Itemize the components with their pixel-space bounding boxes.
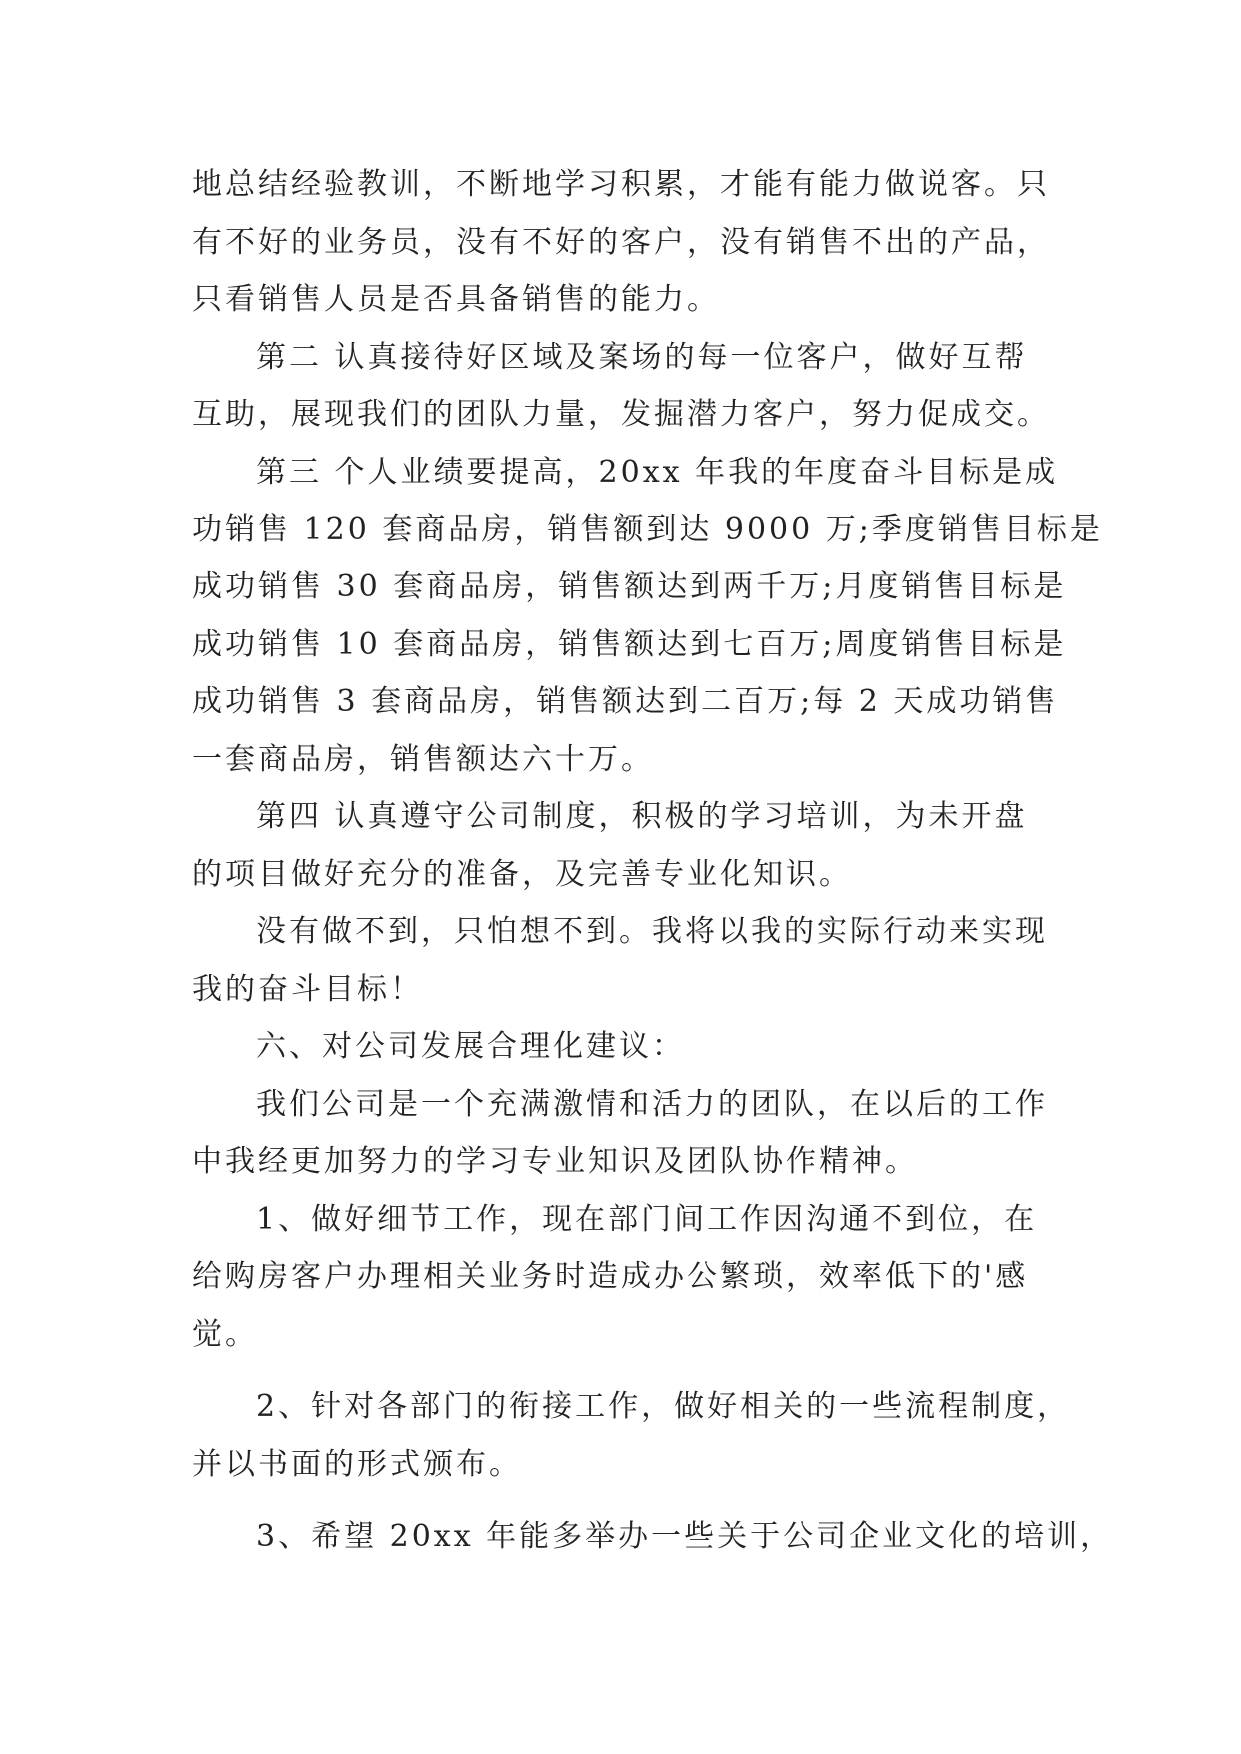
- text-line: 只看销售人员是否具备销售的能力。: [192, 282, 720, 317]
- text-line: 第四 认真遵守公司制度，积极的学习培训，为未开盘: [256, 799, 1028, 834]
- text-line: 成功销售 30 套商品房，销售额达到两千万;月度销售目标是: [192, 569, 1067, 604]
- text-line: 给购房客户办理相关业务时造成办公繁琐，效率低下的'感: [192, 1259, 1029, 1294]
- text-line: 一套商品房，销售额达六十万。: [192, 742, 654, 777]
- text-line: 第二 认真接待好区域及案场的每一位客户，做好互帮: [256, 340, 1028, 375]
- text-line: 我的奋斗目标！: [192, 972, 423, 1007]
- section-heading: 六、对公司发展合理化建议：: [256, 1029, 685, 1064]
- text-line: 成功销售 10 套商品房，销售额达到七百万;周度销售目标是: [192, 627, 1067, 662]
- text-line: 互助，展现我们的团队力量，发掘潜力客户，努力促成交。: [192, 397, 1050, 432]
- text-line: 成功销售 3 套商品房，销售额达到二百万;每 2 天成功销售: [192, 684, 1059, 719]
- text-line: 中我经更加努力的学习专业知识及团队协作精神。: [192, 1144, 918, 1179]
- text-line: 没有做不到，只怕想不到。我将以我的实际行动来实现: [256, 914, 1048, 949]
- text-line: 地总结经验教训，不断地学习积累，才能有能力做说客。只: [192, 167, 1050, 202]
- text-line: 我们公司是一个充满激情和活力的团队，在以后的工作: [256, 1087, 1048, 1122]
- text-line: 的项目做好充分的准备，及完善专业化知识。: [192, 857, 852, 892]
- text-line: 功销售 120 套商品房，销售额到达 9000 万;季度销售目标是: [192, 512, 1103, 547]
- text-line: 觉。: [192, 1317, 258, 1352]
- text-line: 第三 个人业绩要提高，20xx 年我的年度奋斗目标是成: [256, 455, 1059, 490]
- text-line: 1、做好细节工作，现在部门间工作因沟通不到位，在: [256, 1202, 1038, 1237]
- text-line: 有不好的业务员，没有不好的客户，没有销售不出的产品，: [192, 225, 1050, 260]
- text-line: 2、针对各部门的衔接工作，做好相关的一些流程制度，: [256, 1389, 1071, 1424]
- text-line: 3、希望 20xx 年能多举办一些关于公司企业文化的培训，: [256, 1519, 1114, 1554]
- text-line: 并以书面的形式颁布。: [192, 1447, 522, 1482]
